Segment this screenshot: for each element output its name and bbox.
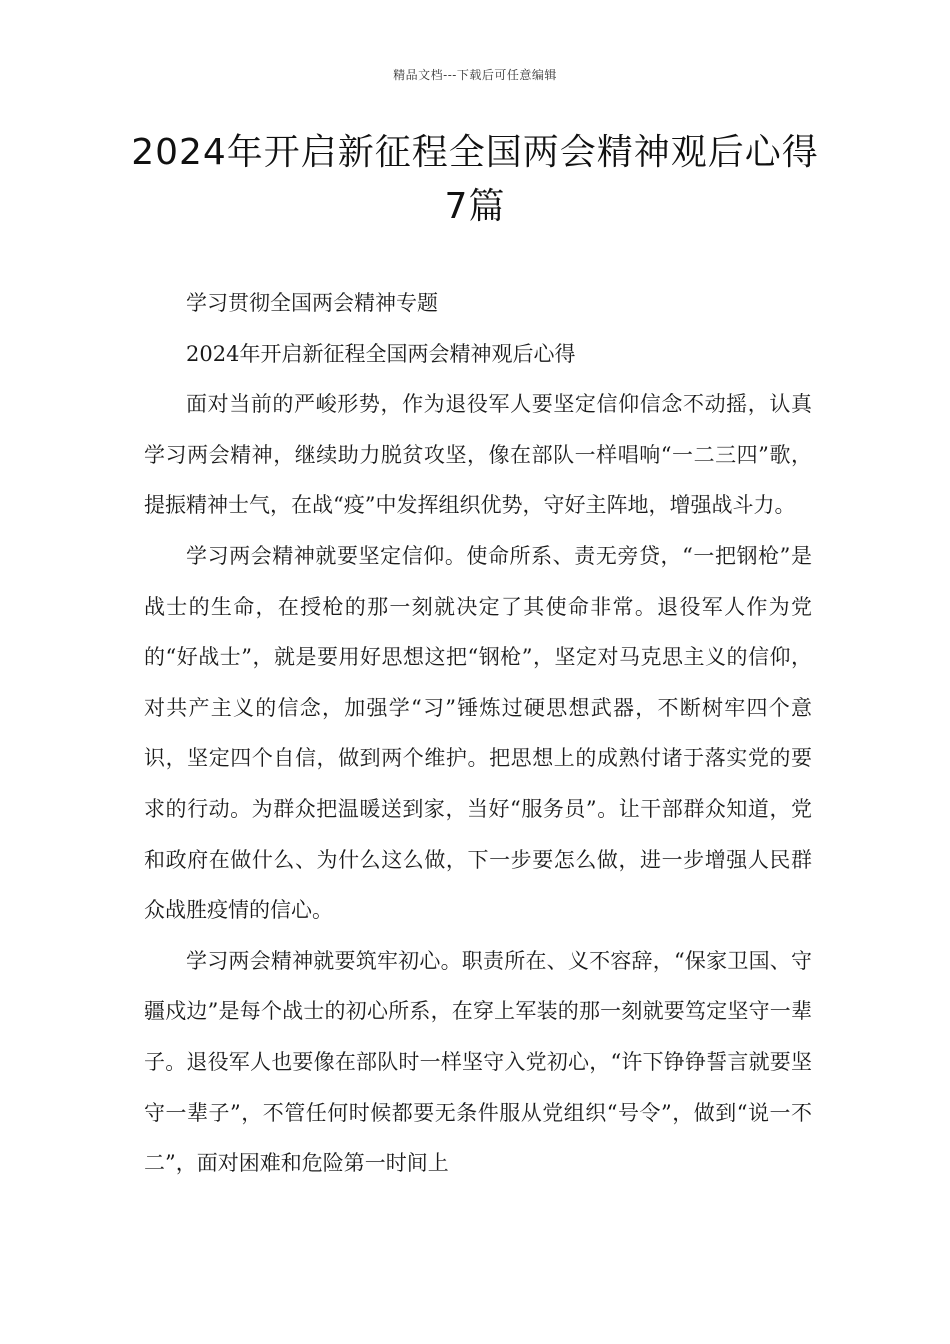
paragraph: 学习两会精神就要筑牢初心。职责所在、义不容辞，“保家卫国、守疆戍边”是每个战士的初心所系，在穿上军装的那一刻就要笃定坚守一辈子。退役军人也要像在部队时一样坚守入党初心，“许下铮铮誓言就要坚守一辈子”，不管任何时候都要无条件服从党组织“号令”，做到“说一不二”，面对困难和危险第一时间上 bbox=[144, 948, 812, 1176]
document-title: 2024年开启新征程全国两会精神观后心得7篇 bbox=[131, 132, 819, 227]
document-body bbox=[144, 278, 812, 1189]
paragraph-subtitle: 2024年开启新征程全国两会精神观后心得 bbox=[186, 341, 576, 366]
header-note: 精品文档---下载后可任意编辑 bbox=[393, 68, 557, 82]
paragraph: 面对当前的严峻形势，作为退役军人要坚定信仰信念不动摇，认真学习两会精神，继续助力脱贫攻坚，像在部队一样唱响“一二三四”歌，提振精神士气，在战“疫”中发挥组织优势，守好主阵地，增强战斗力。 bbox=[144, 392, 812, 518]
paragraph-section-heading: 学习贯彻全国两会精神专题 bbox=[186, 291, 438, 315]
paragraph: 学习两会精神就要坚定信仰。使命所系、责无旁贷，“一把钢枪”是战士的生命，在授枪的那一刻就决定了其使命非常。退役军人作为党的“好战士”，就是要用好思想这把“钢枪”，坚定对马克思主义的信仰，对共产主义的信念，加强学“习”锤炼过硬思想武器，不断树牢四个意识，坚定四个自信，做到两个维护。把思想上的成熟付诸于落实党的要求的行动。为群众把温暖送到家，当好“服务员”。让干部群众知道，党和政府在做什么、为什么这么做，下一步要怎么做，进一步增强人民群众战胜疫情的信心。 bbox=[144, 543, 812, 923]
